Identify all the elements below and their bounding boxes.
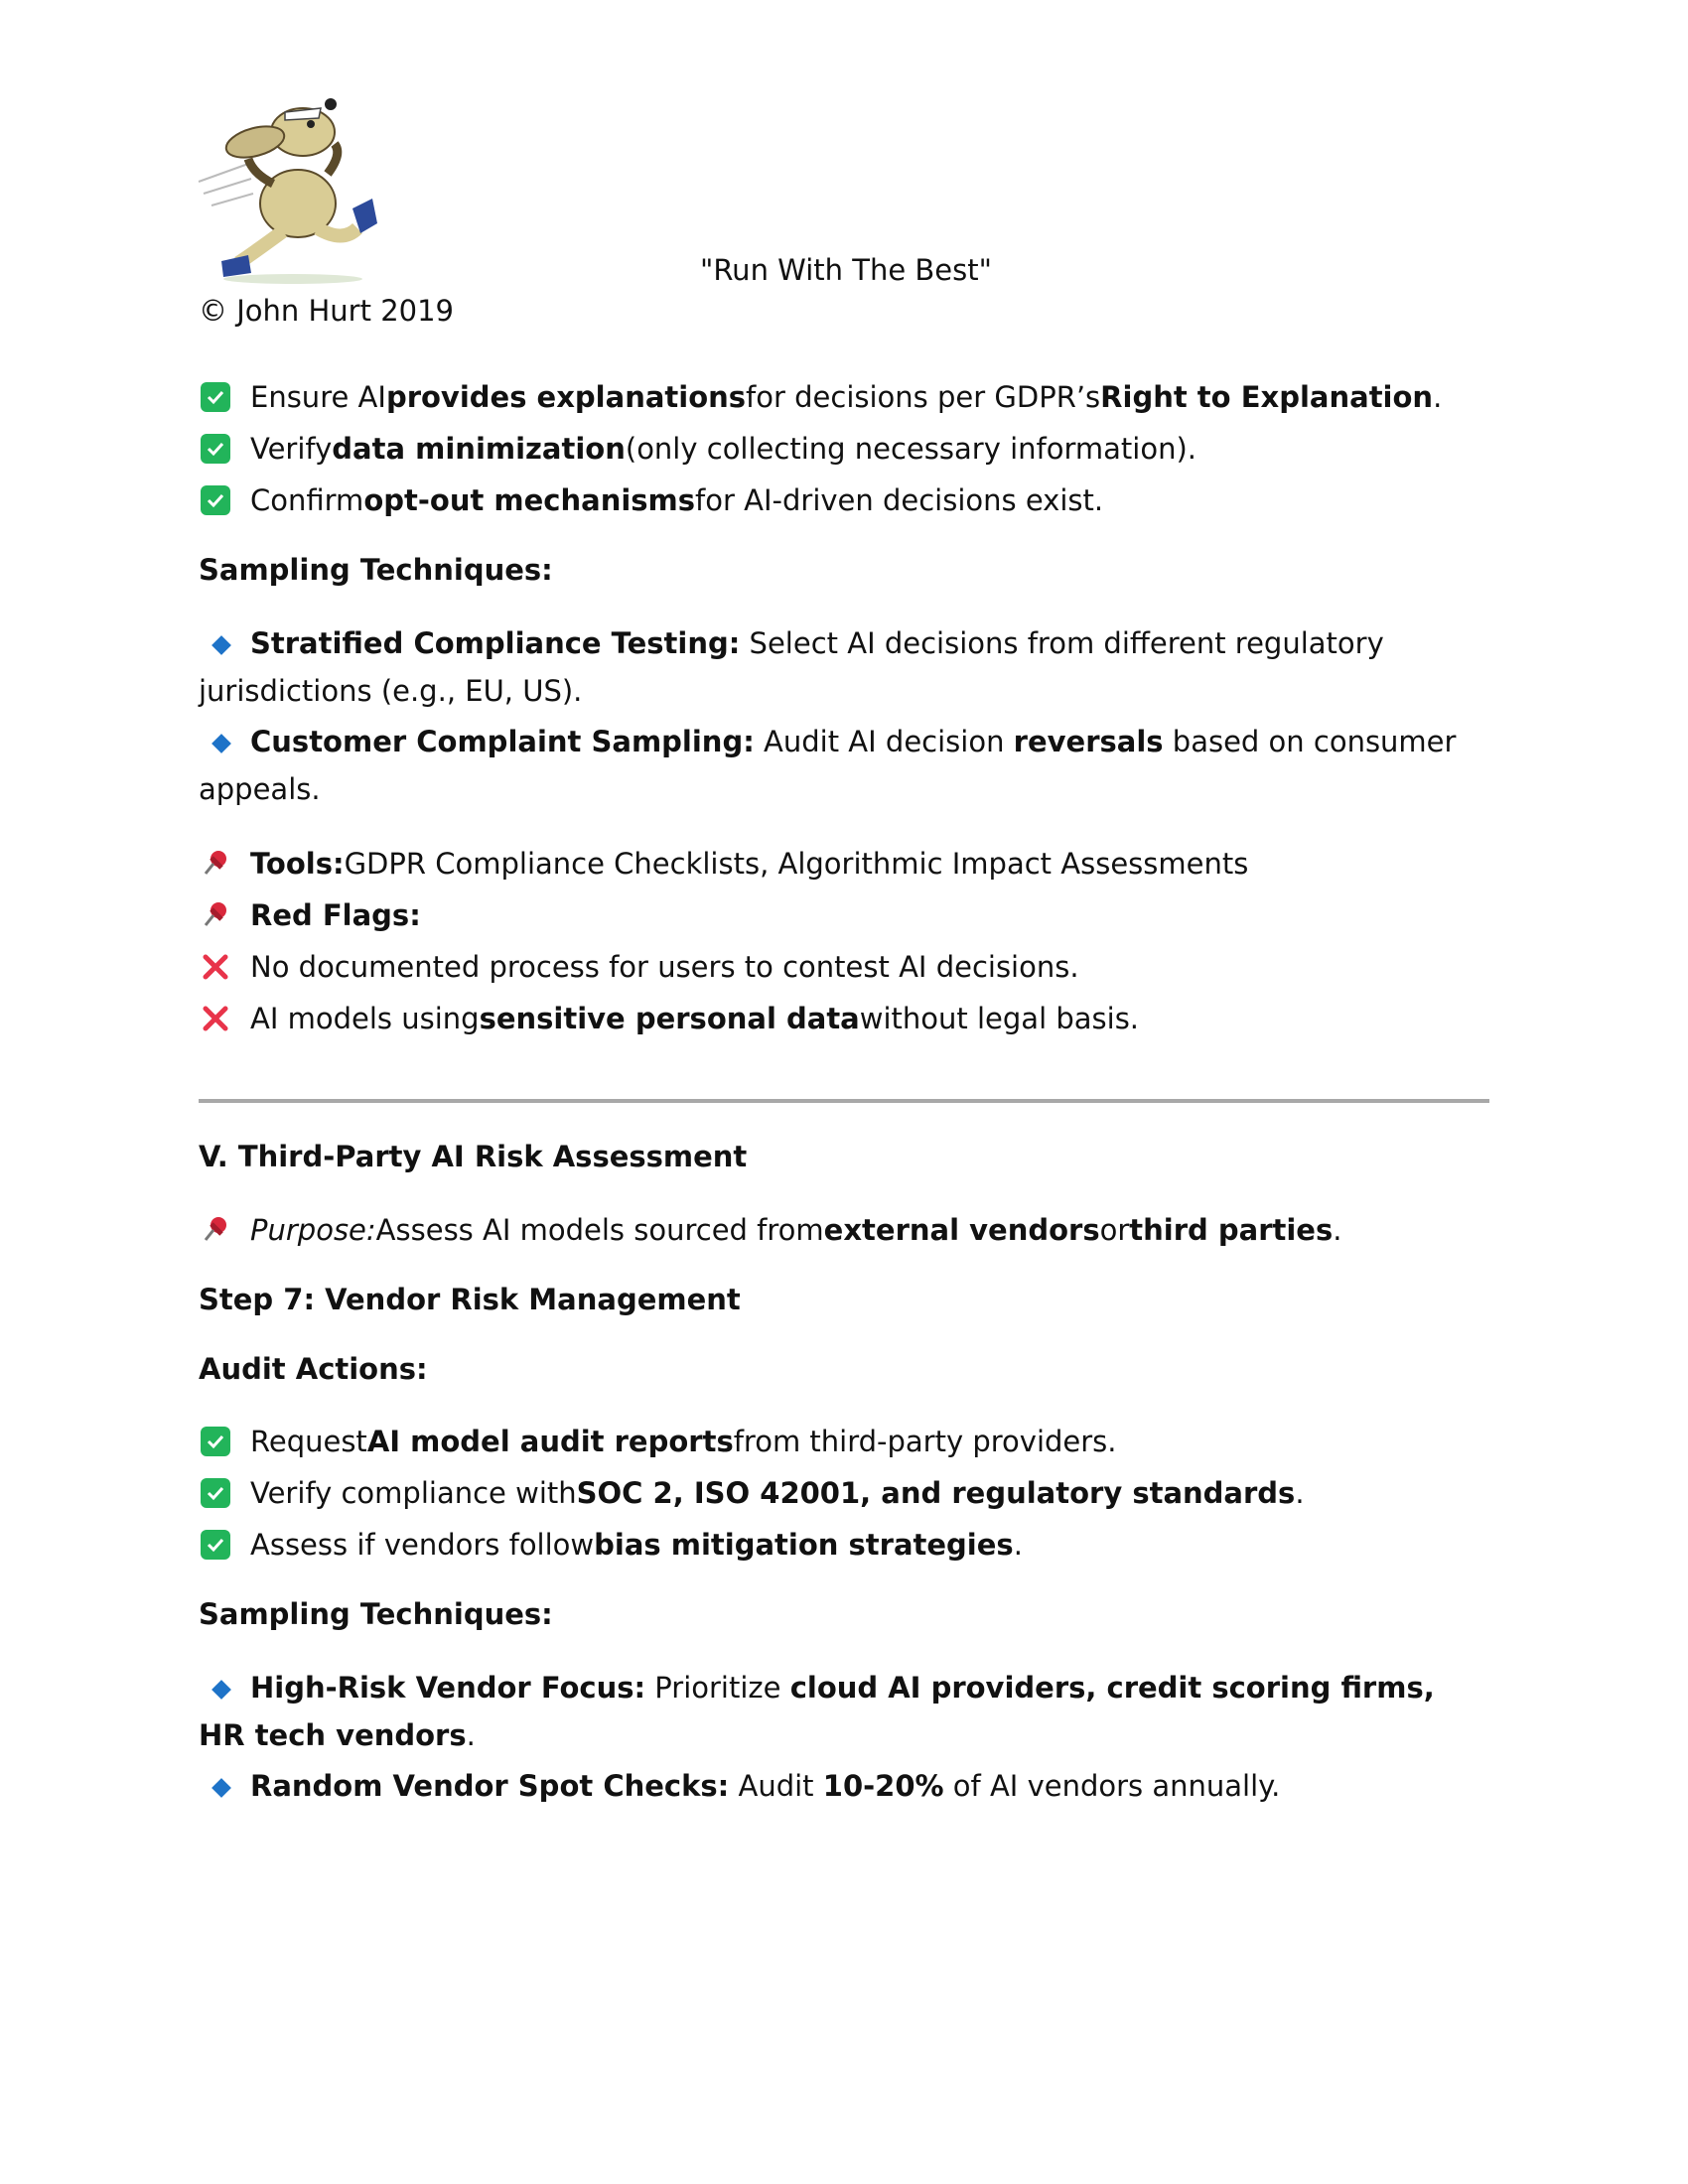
redflag-item bbox=[199, 947, 1079, 987]
check-item bbox=[199, 377, 1442, 417]
check-icon bbox=[199, 432, 232, 466]
redflag-item bbox=[199, 999, 1139, 1038]
sampling-label: Stratified Compliance Testing: bbox=[250, 626, 741, 660]
step-title: Step 7: Vendor Risk Management bbox=[199, 1283, 741, 1316]
purpose-text: Assess AI models sourced from bbox=[375, 1213, 824, 1247]
logo bbox=[194, 94, 382, 288]
audit-heading: Audit Actions: bbox=[199, 1352, 428, 1386]
sampling-text: of AI vendors annually. bbox=[943, 1769, 1281, 1803]
pushpin-icon bbox=[199, 898, 232, 932]
tools-label: Tools: bbox=[250, 847, 345, 881]
purpose-bold: third parties bbox=[1129, 1213, 1334, 1247]
check-text: Confirm bbox=[250, 483, 364, 517]
redflag-bold: sensitive personal data bbox=[479, 1002, 860, 1035]
check-item bbox=[199, 480, 1103, 520]
sampling-label: Customer Complaint Sampling: bbox=[250, 725, 755, 758]
cross-icon bbox=[199, 950, 232, 984]
check-text: Request bbox=[250, 1425, 367, 1458]
sampling-text: Select AI decisions from different regulatory jurisdictions (e.g., EU, US). bbox=[199, 626, 1384, 708]
diamond-icon bbox=[199, 1673, 232, 1706]
sampling-bold: 10-20% bbox=[822, 1769, 944, 1803]
tools-line bbox=[199, 844, 1248, 884]
sampling-text: based on consumer appeals. bbox=[199, 725, 1457, 806]
purpose-label: Purpose: bbox=[250, 1213, 376, 1247]
section-title: V. Third-Party AI Risk Assessment bbox=[199, 1140, 748, 1173]
copyright: © John Hurt 2019 bbox=[199, 294, 454, 328]
sampling-bold: reversals bbox=[1013, 725, 1164, 758]
check-icon bbox=[199, 1425, 232, 1458]
check-text: . bbox=[1295, 1476, 1305, 1510]
purpose-line bbox=[199, 1210, 1341, 1250]
check-item bbox=[199, 1422, 1117, 1461]
running-dog-icon bbox=[194, 94, 382, 288]
check-text: Assess if vendors follow bbox=[250, 1528, 595, 1562]
check-text: from third-party providers. bbox=[733, 1425, 1117, 1458]
check-text: . bbox=[1013, 1528, 1023, 1562]
sampling-label: High-Risk Vendor Focus: bbox=[250, 1671, 646, 1705]
redflags-label: Red Flags: bbox=[250, 898, 421, 932]
check-item bbox=[199, 1525, 1023, 1565]
check-text: Verify bbox=[250, 432, 333, 466]
redflag-text: without legal basis. bbox=[859, 1002, 1140, 1035]
diamond-icon bbox=[199, 628, 232, 662]
purpose-text: or bbox=[1099, 1213, 1130, 1247]
diamond-icon bbox=[199, 727, 232, 760]
sampling-text: Audit AI decision bbox=[754, 725, 1014, 758]
sampling-item bbox=[199, 619, 1489, 715]
sampling-bold: cloud AI providers, credit scoring firms, HR tech vendors bbox=[199, 1671, 1435, 1752]
check-text: for decisions per GDPR’s bbox=[746, 380, 1101, 414]
check-bold: opt-out mechanisms bbox=[363, 483, 696, 517]
diamond-icon bbox=[199, 1771, 232, 1805]
check-item bbox=[199, 429, 1196, 469]
sampling-text: Prioritize bbox=[645, 1671, 790, 1705]
redflags-line bbox=[199, 895, 421, 935]
sampling-item bbox=[199, 718, 1489, 813]
check-item bbox=[199, 1473, 1305, 1513]
check-bold: SOC 2, ISO 42001, and regulatory standards bbox=[576, 1476, 1296, 1510]
sampling-text: Audit bbox=[729, 1769, 823, 1803]
check-bold: data minimization bbox=[332, 432, 626, 466]
cross-icon bbox=[199, 1002, 232, 1035]
check-text: . bbox=[1433, 380, 1443, 414]
check-text: Ensure AI bbox=[250, 380, 386, 414]
slogan: "Run With The Best" bbox=[700, 253, 992, 287]
section-divider bbox=[199, 1099, 1489, 1103]
check-icon bbox=[199, 1528, 232, 1562]
sampling-heading: Sampling Techniques: bbox=[199, 1597, 553, 1631]
redflag-text: AI models using bbox=[250, 1002, 480, 1035]
pushpin-icon bbox=[199, 847, 232, 881]
purpose-bold: external vendors bbox=[823, 1213, 1100, 1247]
sampling-item bbox=[199, 1664, 1489, 1759]
check-text: (only collecting necessary information). bbox=[625, 432, 1196, 466]
sampling-item bbox=[199, 1762, 1489, 1810]
pushpin-icon bbox=[199, 1213, 232, 1247]
check-bold: provides explanations bbox=[385, 380, 747, 414]
check-icon bbox=[199, 483, 232, 517]
check-icon bbox=[199, 1476, 232, 1510]
tools-text: GDPR Compliance Checklists, Algorithmic Impact Assessments bbox=[344, 847, 1249, 881]
check-bold: bias mitigation strategies bbox=[594, 1528, 1014, 1562]
sampling-heading: Sampling Techniques: bbox=[199, 553, 553, 587]
check-text: Verify compliance with bbox=[250, 1476, 577, 1510]
check-bold: AI model audit reports bbox=[366, 1425, 734, 1458]
redflag-text: No documented process for users to contest AI decisions. bbox=[250, 950, 1079, 984]
check-bold: Right to Explanation bbox=[1100, 380, 1434, 414]
check-icon bbox=[199, 380, 232, 414]
check-text: for AI-driven decisions exist. bbox=[695, 483, 1104, 517]
purpose-text: . bbox=[1333, 1213, 1342, 1247]
sampling-label: Random Vendor Spot Checks: bbox=[250, 1769, 730, 1803]
sampling-text: . bbox=[466, 1718, 476, 1752]
